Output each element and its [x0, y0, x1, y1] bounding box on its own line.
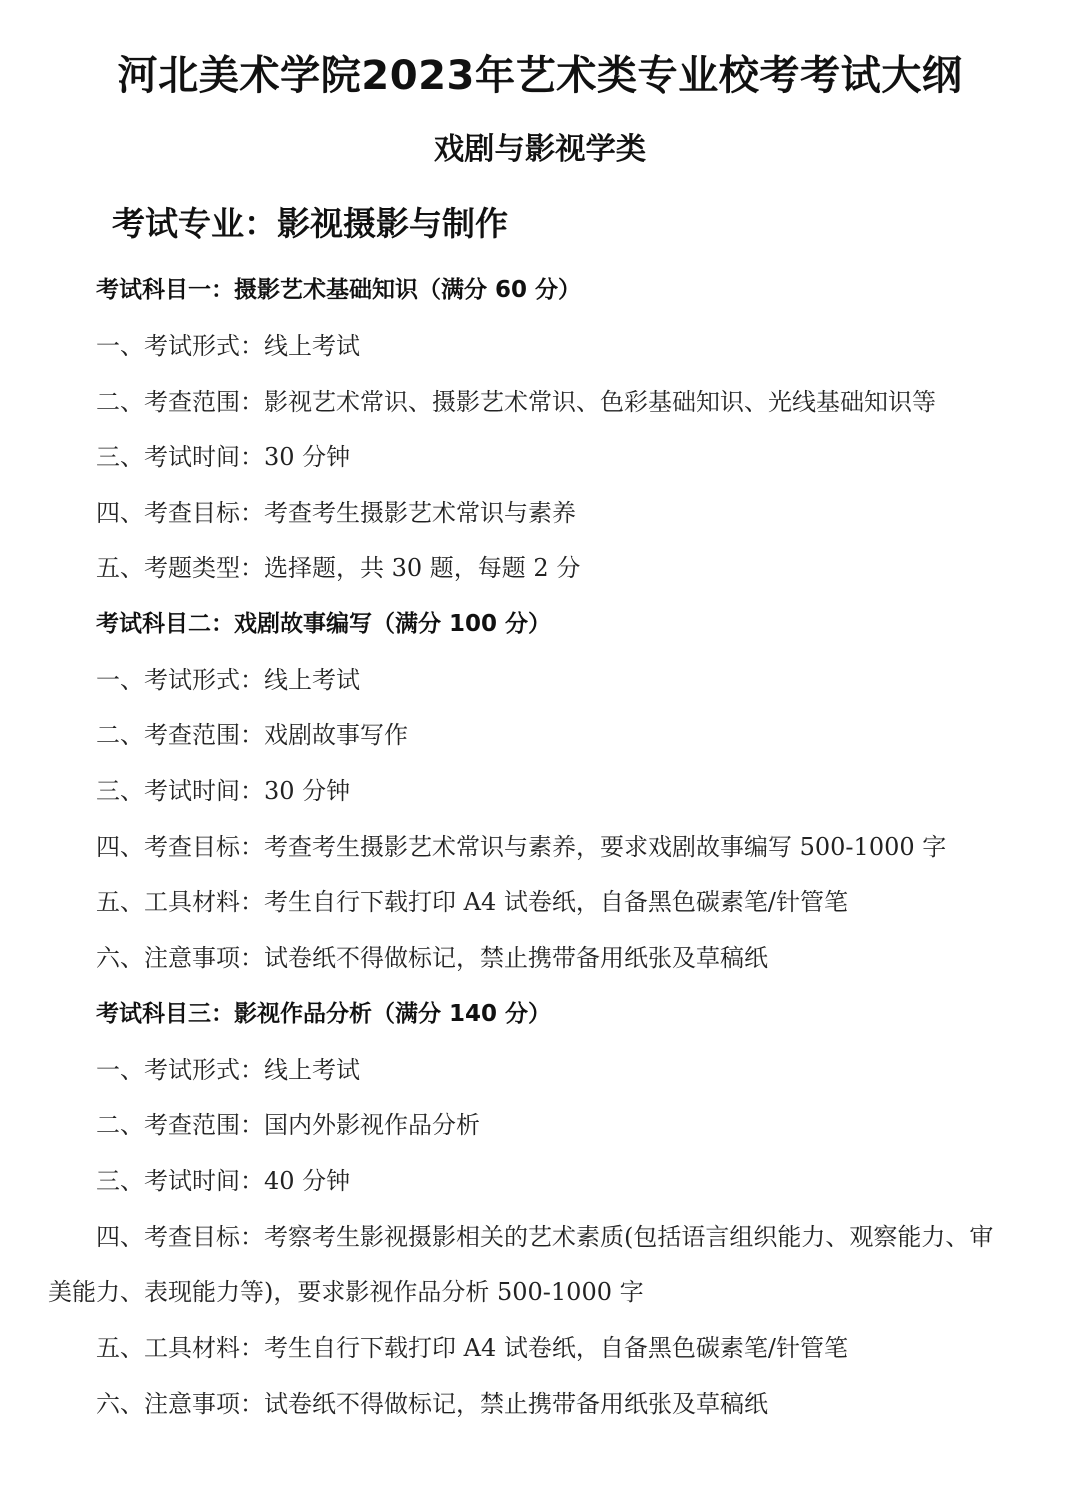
subject1-item: 一、考试形式：线上考试 [96, 332, 360, 360]
subject3-item: 二、考查范围：国内外影视作品分析 [96, 1111, 480, 1139]
subject2-item: 六、注意事项：试卷纸不得做标记，禁止携带备用纸张及草稿纸 [96, 944, 768, 972]
subject3-item: 六、注意事项：试卷纸不得做标记，禁止携带备用纸张及草稿纸 [96, 1390, 768, 1418]
subject1-item: 二、考查范围：影视艺术常识、摄影艺术常识、色彩基础知识、光线基础知识等 [96, 388, 936, 416]
subject3-item: 三、考试时间：40 分钟 [96, 1167, 351, 1195]
subject3-item: 五、工具材料：考生自行下载打印 A4 试卷纸，自备黑色碳素笔/针管笔 [96, 1334, 848, 1362]
subject1-item: 四、考查目标：考查考生摄影艺术常识与素养 [96, 499, 576, 527]
document-title: 河北美术学院2023年艺术类专业校考考试大纲 [117, 53, 963, 99]
subject2-item: 一、考试形式：线上考试 [96, 666, 360, 694]
subject3-item: 一、考试形式：线上考试 [96, 1056, 360, 1084]
category-subtitle: 戏剧与影视学类 [433, 132, 647, 167]
subject2-item: 三、考试时间：30 分钟 [96, 777, 351, 805]
subject3-heading: 考试科目三：影视作品分析（满分 140 分） [96, 1001, 552, 1027]
subject3-item-continuation: 美能力、表现能力等)，要求影视作品分析 500-1000 字 [48, 1278, 644, 1306]
subject1-item: 三、考试时间：30 分钟 [96, 443, 351, 471]
subject3-item: 四、考查目标：考察考生影视摄影相关的艺术素质(包括语言组织能力、观察能力、审 [96, 1223, 994, 1251]
subject2-item: 五、工具材料：考生自行下载打印 A4 试卷纸，自备黑色碳素笔/针管笔 [96, 888, 848, 916]
subject2-item: 四、考查目标：考查考生摄影艺术常识与素养，要求戏剧故事编写 500-1000 字 [96, 833, 947, 861]
major-heading: 考试专业：影视摄影与制作 [112, 204, 508, 243]
subject1-heading: 考试科目一：摄影艺术基础知识（满分 60 分） [96, 277, 582, 303]
subject2-item: 二、考查范围：戏剧故事写作 [96, 721, 408, 749]
subject2-heading: 考试科目二：戏剧故事编写（满分 100 分） [96, 611, 552, 637]
subject1-item: 五、考题类型：选择题，共 30 题，每题 2 分 [96, 554, 581, 582]
